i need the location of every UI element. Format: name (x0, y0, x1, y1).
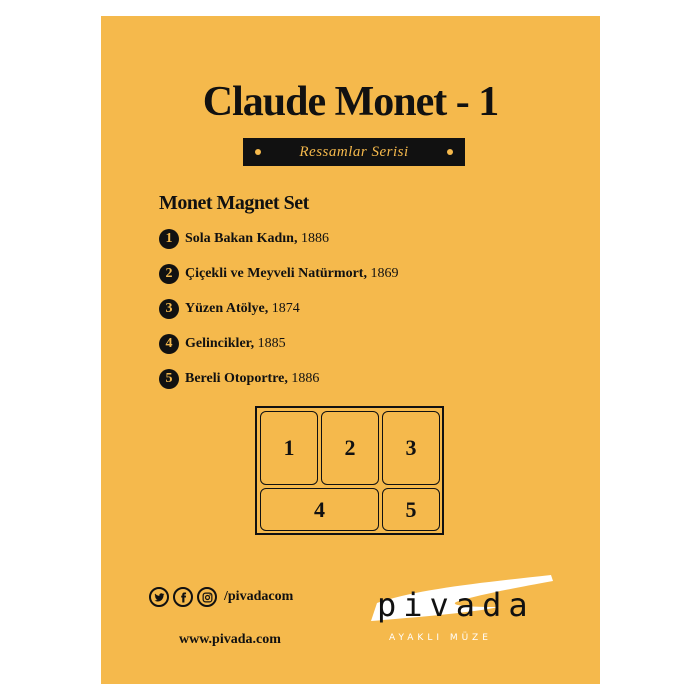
painting-name: Yüzen Atölye, (185, 300, 269, 316)
painting-year: 1874 (271, 300, 300, 316)
number-badge: 3 (159, 299, 179, 319)
painting-name: Bereli Otoportre, (185, 370, 288, 386)
layout-cell: 4 (260, 488, 379, 531)
magnet-set-card (101, 16, 600, 684)
list-item (159, 361, 398, 396)
painting-list (159, 221, 398, 396)
layout-cell: 2 (321, 411, 379, 485)
painting-year: 1885 (257, 335, 286, 351)
banner-dot-icon (255, 149, 261, 155)
series-banner (243, 138, 465, 166)
painting-year: 1886 (291, 370, 320, 386)
pivada-logo: pivada (377, 586, 535, 624)
painting-year: 1869 (370, 265, 399, 281)
facebook-icon[interactable] (173, 587, 193, 607)
number-badge: 1 (159, 229, 179, 249)
layout-cell: 3 (382, 411, 440, 485)
social-links (149, 587, 293, 607)
page-title: Claude Monet - 1 (202, 79, 499, 125)
painting-name: Sola Bakan Kadın, (185, 230, 298, 246)
social-handle[interactable]: /pivadacom (224, 589, 294, 604)
website-link[interactable]: www.pivada.com (179, 632, 281, 647)
list-item (159, 291, 398, 326)
layout-cell: 5 (382, 488, 440, 531)
layout-cell: 1 (260, 411, 318, 485)
number-badge: 4 (159, 334, 179, 354)
number-badge: 2 (159, 264, 179, 284)
twitter-icon[interactable] (149, 587, 169, 607)
list-item (159, 256, 398, 291)
list-item (159, 221, 398, 256)
set-heading: Monet Magnet Set (159, 192, 309, 214)
magnet-layout-diagram (255, 406, 444, 535)
painting-year: 1886 (300, 230, 329, 246)
painting-name: Gelincikler, (185, 335, 255, 351)
painting-name: Çiçekli ve Meyveli Natürmort, (185, 265, 367, 281)
logo-tagline: AYAKLI MÜZE (389, 633, 492, 643)
instagram-icon[interactable] (197, 587, 217, 607)
number-badge: 5 (159, 369, 179, 389)
banner-dot-icon (447, 149, 453, 155)
series-label: Ressamlar Serisi (299, 143, 409, 160)
list-item (159, 326, 398, 361)
